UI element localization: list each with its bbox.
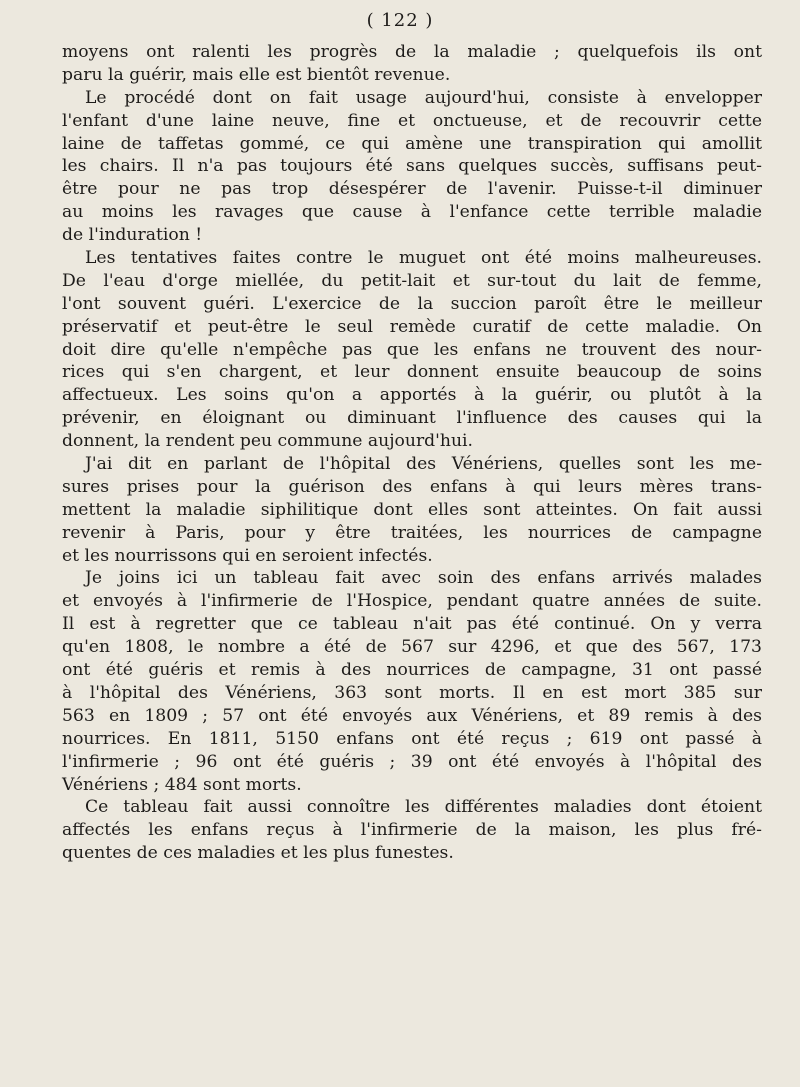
text-line: l'enfant d'une laine neuve, fine et onctueuse, et de recouvrir cette: [62, 110, 762, 131]
text-line: rices qui s'en chargent, et leur donnent ensuite beaucoup de soins: [62, 362, 762, 383]
text-line: donnent, la rendent peu commune aujourd'hui.: [62, 431, 473, 452]
text-line: moyens ont ralenti les progrès de la maladie ; quelquefois ils ont: [62, 42, 762, 62]
text-line: mettent la maladie siphilitique dont elles sont atteintes. On fait aussi: [62, 499, 762, 520]
text-line: J'ai dit en parlant de l'hôpital des Vénériens, quelles sont les me-: [85, 454, 762, 475]
text-line: quentes de ces maladies et les plus funestes.: [62, 843, 454, 864]
text-line: l'infirmerie ; 96 ont été guéris ; 39 ont été envoyés à l'hôpital des: [62, 751, 762, 772]
text-line: doit dire qu'elle n'empêche pas que les enfans ne trouvent des nour-: [62, 339, 762, 360]
text-line: les chairs. Il n'a pas toujours été sans quelques succès, suffisans peut-: [62, 156, 762, 177]
text-line: au moins les ravages que cause à l'enfance cette terrible maladie: [62, 202, 762, 223]
text-line: de l'induration !: [62, 225, 203, 246]
text-line: nourrices. En 1811, 5150 enfans ont été reçus ; 619 ont passé à: [62, 728, 762, 749]
text-line: sures prises pour la guérison des enfans à qui leurs mères trans-: [62, 476, 762, 497]
text-line: Je joins ici un tableau fait avec soin des enfans arrivés malades: [85, 568, 762, 589]
text-line: à l'hôpital des Vénériens, 363 sont morts. Il en est mort 385 sur: [62, 682, 762, 703]
text-line: prévenir, en éloignant ou diminuant l'influence des causes qui la: [62, 408, 762, 429]
text-line: Ce tableau fait aussi connoître les différentes maladies dont étoient: [85, 797, 762, 818]
text-line: laine de taffetas gommé, ce qui amène une transpiration qui amollit: [62, 133, 762, 154]
text-line: De l'eau d'orge miellée, du petit-lait et sur-tout du lait de femme,: [62, 270, 762, 291]
text-line: Le procédé dont on fait usage aujourd'hui, consiste à envelopper: [85, 87, 762, 108]
text-line: ont été guéris et remis à des nourrices de campagne, 31 ont passé: [62, 660, 762, 681]
text-line: affectueux. Les soins qu'on a apportés à la guérir, ou plutôt à la: [62, 385, 762, 406]
page-number: ( 122 ): [366, 10, 434, 31]
text-line: Vénériens ; 484 sont morts.: [62, 774, 302, 795]
text-line: qu'en 1808, le nombre a été de 567 sur 4296, et que des 567, 173: [62, 637, 762, 658]
text-line: revenir à Paris, pour y être traitées, les nourrices de campagne: [62, 522, 762, 543]
text-line: 563 en 1809 ; 57 ont été envoyés aux Vénériens, et 89 remis à des: [62, 705, 762, 726]
text-line: être pour ne pas trop désespérer de l'avenir. Puisse-t-il diminuer: [62, 179, 762, 200]
text-line: l'ont souvent guéri. L'exercice de la succion paroît être le meilleur: [62, 293, 762, 314]
text-line: et envoyés à l'infirmerie de l'Hospice, pendant quatre années de suite.: [62, 591, 762, 612]
text-line: affectés les enfans reçus à l'infirmerie de la maison, les plus fré-: [62, 820, 762, 841]
text-line: et les nourrissons qui en seroient infectés.: [62, 545, 433, 566]
body-text: [62, 41, 762, 865]
text-line: préservatif et peut-être le seul remède curatif de cette maladie. On: [62, 316, 762, 337]
text-line: Les tentatives faites contre le muguet ont été moins malheureuses.: [85, 248, 762, 269]
text-line: Il est à regretter que ce tableau n'ait pas été continué. On y verra: [62, 614, 762, 635]
text-line: paru la guérir, mais elle est bientôt revenue.: [62, 64, 451, 85]
